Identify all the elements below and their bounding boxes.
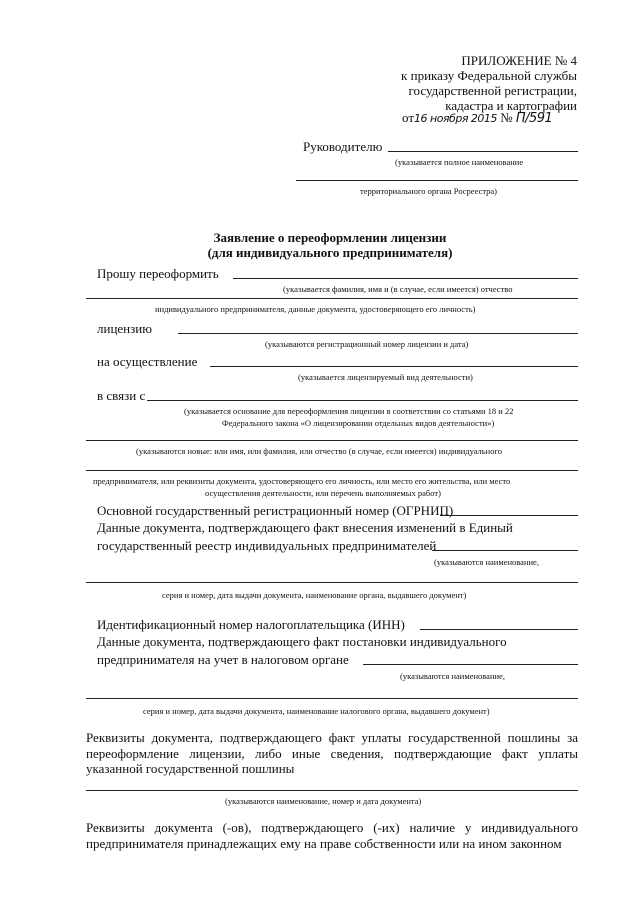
inn-line xyxy=(420,629,578,630)
tax-line xyxy=(86,698,578,699)
order-reference-line: к приказу Федеральной службы xyxy=(401,68,577,83)
fee-paragraph: Реквизиты документа, подтверждающего факт уплаты государственной пошлины за переоформление лицензии, либо иные сведения, подтверждающие факт уплаты указанной государственной пошлины xyxy=(86,730,578,776)
handwritten-number: П/591 xyxy=(515,111,553,126)
document-subtitle: (для индивидуального предпринимателя) xyxy=(207,245,453,260)
egrip-hint: (указываются наименование, xyxy=(434,557,539,567)
tax-line xyxy=(363,664,578,665)
license-label: лицензию xyxy=(97,321,152,336)
ogrnip-line xyxy=(440,515,578,516)
inn-label: Идентификационный номер налогоплательщика (ИНН) xyxy=(97,617,405,632)
egrip-hint: серия и номер, дата выдачи документа, наименование органа, выдавшего документ) xyxy=(162,590,467,600)
number-prefix: № xyxy=(500,110,513,125)
order-date-row xyxy=(402,110,552,126)
addressee-label: Руководителю xyxy=(303,139,383,154)
appendix-number: ПРИЛОЖЕНИЕ № 4 xyxy=(461,53,577,68)
request-label: Прошу переоформить xyxy=(97,266,219,281)
reason-label: в связи с xyxy=(97,388,146,403)
reason-line xyxy=(147,400,578,401)
new-data-line xyxy=(86,470,578,471)
ogrnip-label: Основной государственный регистрационный номер (ОГРНИП) xyxy=(97,503,454,518)
date-prefix: от xyxy=(402,110,415,125)
egrip-line xyxy=(86,582,578,583)
egrip-label: Данные документа, подтверждающего факт внесения изменений в Единый xyxy=(97,520,513,535)
activity-label: на осуществление xyxy=(97,354,198,369)
license-hint: (указываются регистрационный номер лицензии и дата) xyxy=(265,339,469,349)
fee-line xyxy=(86,790,578,791)
handwritten-date: 16 ноября 2015 xyxy=(414,112,497,125)
addressee-line xyxy=(296,180,578,181)
activity-hint: (указывается лицензируемый вид деятельности) xyxy=(298,372,473,382)
ownership-paragraph: Реквизиты документа (-ов), подтверждающего (-их) наличие у индивидуального предпринимателя принадлежащих ему на праве собственности или на ином законном xyxy=(86,820,578,851)
new-data-hint: (указываются новые: или имя, или фамилия, или отчество (в случае, если имеется) индивидуального xyxy=(136,446,503,456)
tax-hint: серия и номер, дата выдачи документа, наименование налогового органа, выдавшего документ) xyxy=(143,706,490,716)
reason-hint: Федерального закона «О лицензировании отдельных видов деятельности») xyxy=(222,418,495,428)
new-data-hint: осуществления деятельности, или перечень выполняемых работ) xyxy=(205,488,441,498)
order-reference-line: кадастра и картографии xyxy=(445,98,577,113)
activity-line xyxy=(210,366,578,367)
document-title: Заявление о переоформлении лицензии xyxy=(213,230,447,245)
fee-hint: (указываются наименование, номер и дата документа) xyxy=(225,796,422,806)
new-data-line xyxy=(86,440,578,441)
request-line xyxy=(86,298,578,299)
tax-hint: (указываются наименование, xyxy=(400,671,505,681)
addressee-hint: территориального органа Росреестра) xyxy=(360,186,498,196)
addressee-hint: (указывается полное наименование xyxy=(395,157,524,167)
new-data-hint: предпринимателя, или реквизиты документа, удостоверяющего его личность, или место его жительства, или место xyxy=(93,476,511,486)
request-hint: (указывается фамилия, имя и (в случае, если имеется) отчество xyxy=(283,284,513,294)
tax-label: Данные документа, подтверждающего факт постановки индивидуального xyxy=(97,634,507,649)
addressee-line xyxy=(388,151,578,152)
request-line xyxy=(233,278,578,279)
reason-hint: (указывается основание для переоформления лицензии в соответствии со статьями 18 и 22 xyxy=(184,406,514,416)
egrip-line xyxy=(432,550,578,551)
egrip-label: государственный реестр индивидуальных предпринимателей xyxy=(97,538,437,553)
order-reference-line: государственной регистрации, xyxy=(408,83,577,98)
request-hint: индивидуального предпринимателя, данные документа, удостоверяющего его личность) xyxy=(155,304,476,314)
license-line xyxy=(178,333,578,334)
tax-label: предпринимателя на учет в налоговом органе xyxy=(97,652,349,667)
